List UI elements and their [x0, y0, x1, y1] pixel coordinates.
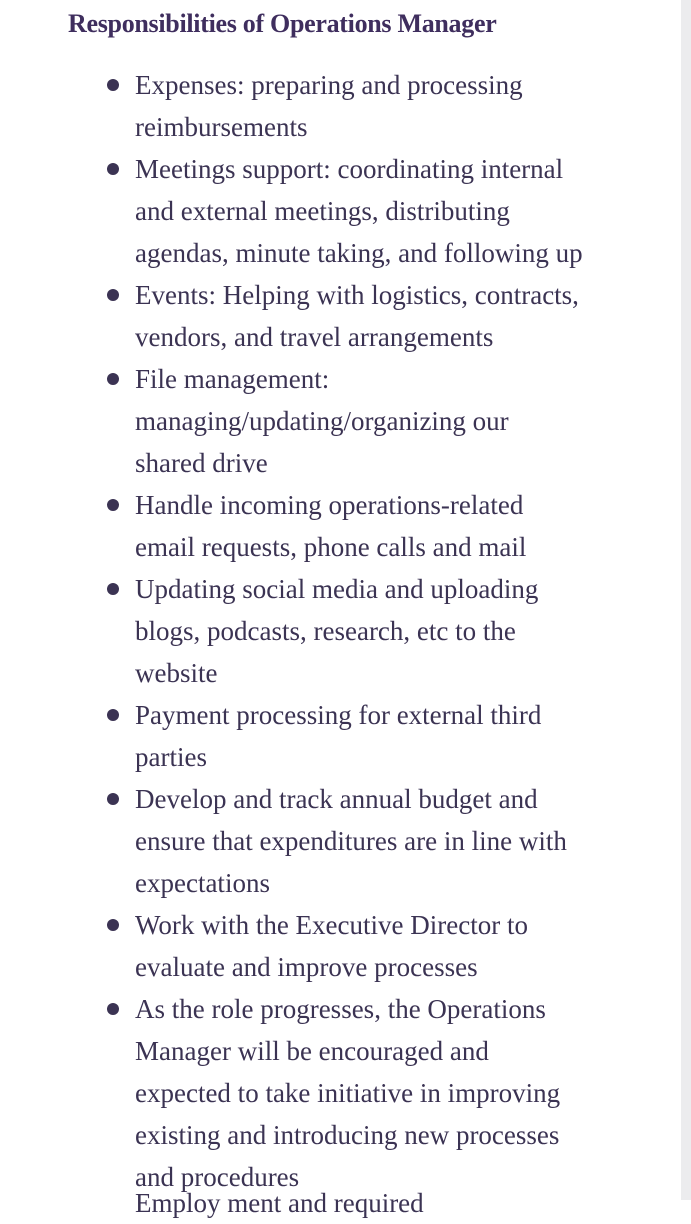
bullet-icon	[107, 709, 119, 721]
list-item	[0, 484, 681, 568]
bullet-icon	[107, 79, 119, 91]
section-heading: Responsibilities of Operations Manager	[68, 9, 497, 38]
list-item-text: ensure that expenditures are in line with	[135, 826, 567, 856]
list-item-text: parties	[135, 742, 207, 772]
list-item	[0, 64, 681, 148]
list-item	[0, 358, 681, 484]
list-item	[0, 904, 681, 988]
list-item-text: Manager will be encouraged and	[135, 1036, 489, 1066]
partial-next-line: Employ ment and required	[135, 1188, 424, 1218]
list-item-text: Handle incoming operations-related	[135, 490, 524, 520]
bullet-icon	[107, 163, 119, 175]
list-item-text: Meetings support: coordinating internal	[135, 154, 564, 184]
list-item-text: vendors, and travel arrangements	[135, 322, 494, 352]
list-item-text: File management:	[135, 364, 330, 394]
list-item	[0, 568, 681, 694]
list-item-text: and procedures	[135, 1162, 300, 1192]
bullet-icon	[107, 919, 119, 931]
list-item-text: evaluate and improve processes	[135, 952, 478, 982]
responsibilities-list	[0, 64, 681, 1198]
list-item-text: As the role progresses, the Operations	[135, 994, 546, 1024]
bullet-icon	[107, 1003, 119, 1015]
bullet-icon	[107, 499, 119, 511]
list-item	[0, 274, 681, 358]
list-item-text: Events: Helping with logistics, contracts,	[135, 280, 579, 310]
bullet-icon	[107, 289, 119, 301]
list-item-text: website	[135, 658, 218, 688]
list-item-text: existing and introducing new processes	[135, 1120, 560, 1150]
bullet-icon	[107, 793, 119, 805]
list-item-text: agendas, minute taking, and following up	[135, 238, 583, 268]
page-edge	[681, 0, 691, 1200]
list-item-text: Payment processing for external third	[135, 700, 542, 730]
list-item-text: email requests, phone calls and mail	[135, 532, 527, 562]
list-item	[0, 148, 681, 274]
list-item-text: blogs, podcasts, research, etc to the	[135, 616, 516, 646]
bullet-icon	[107, 373, 119, 385]
bullet-icon	[107, 583, 119, 595]
list-item-text: Work with the Executive Director to	[135, 910, 528, 940]
list-item-text: Updating social media and uploading	[135, 574, 539, 604]
list-item-text: Expenses: preparing and processing	[135, 70, 523, 100]
list-item	[0, 778, 681, 904]
list-item-text: Develop and track annual budget and	[135, 784, 538, 814]
list-item-text: shared drive	[135, 448, 268, 478]
list-item-text: managing/updating/organizing our	[135, 406, 509, 436]
list-item-text: reimbursements	[135, 112, 308, 142]
list-item	[0, 694, 681, 778]
list-item-text: and external meetings, distributing	[135, 196, 510, 226]
list-item	[0, 988, 681, 1198]
list-item-text: expectations	[135, 868, 270, 898]
list-item-text: expected to take initiative in improving	[135, 1078, 561, 1108]
